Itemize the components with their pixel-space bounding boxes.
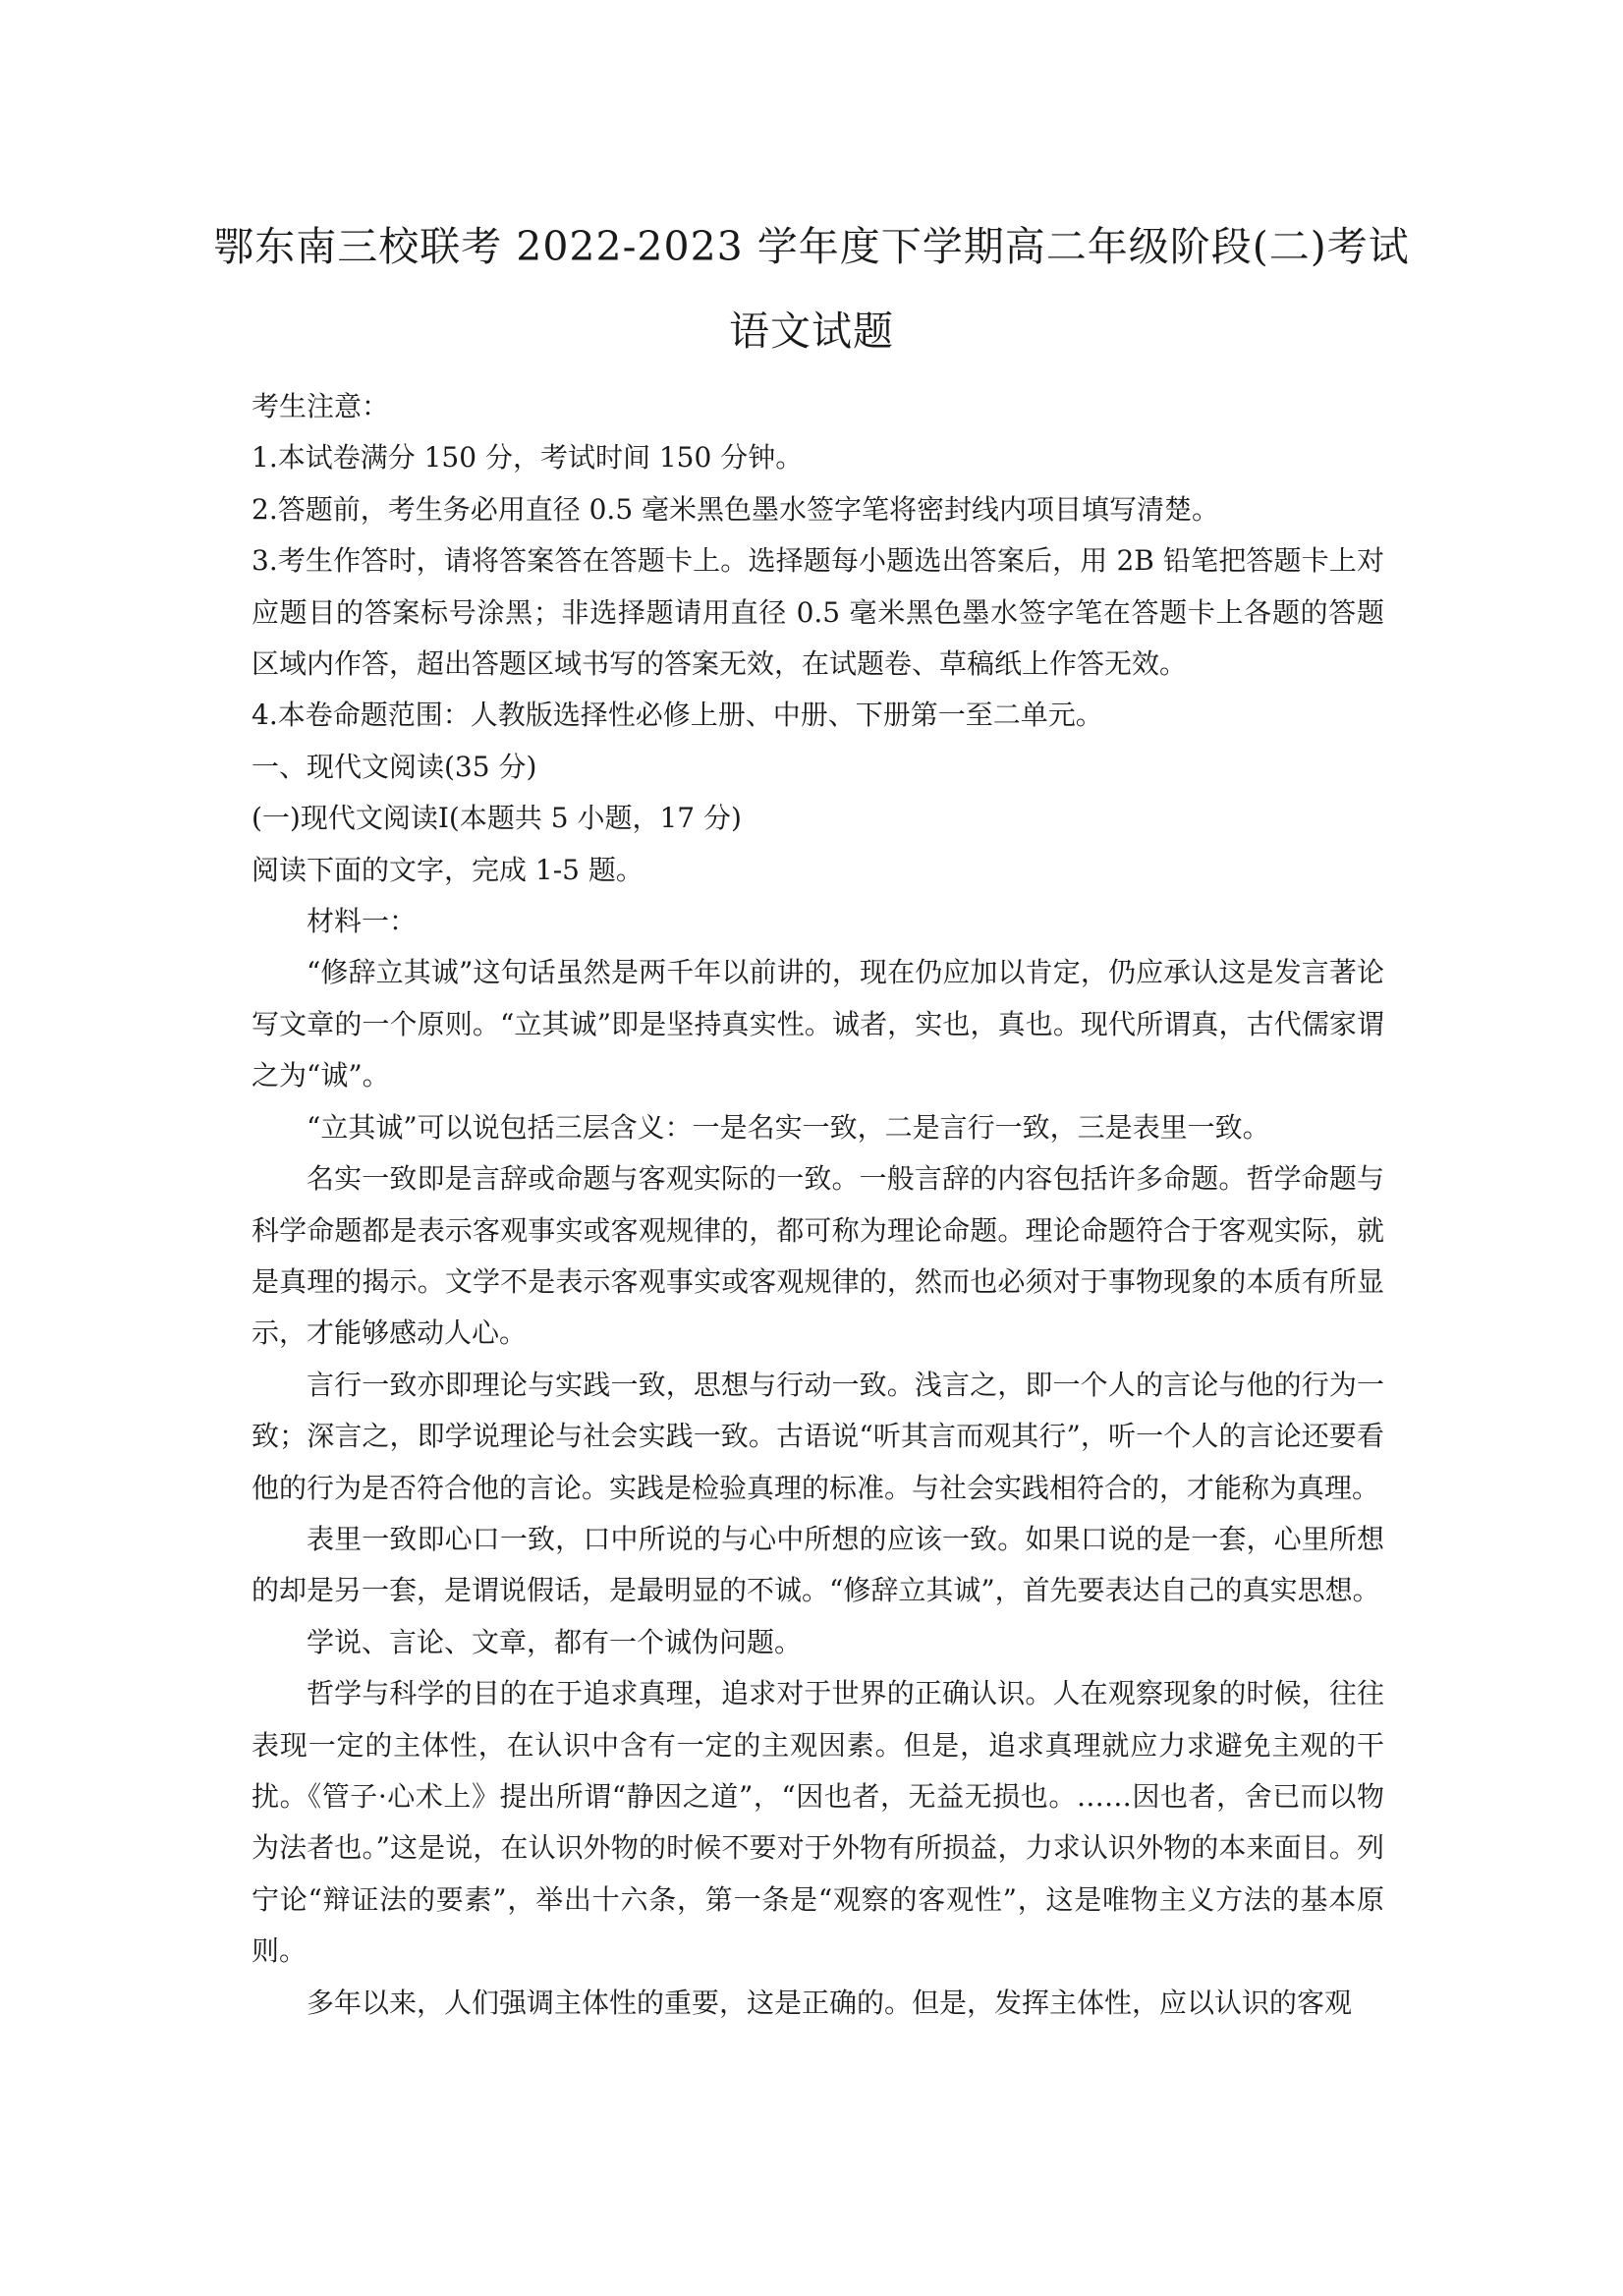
passage-paragraph: 哲学与科学的目的在于追求真理，追求对于世界的正确认识。人在观察现象的时候，往往表现一定的主体性，在认识中含有一定的主观因素。但是，追求真理就应力求避免主观的干扰。《管子·心术上》提出所谓“静因之道”，“因也者，无益无损也。……因也者，舍已而以物为法者也。”这是说，在认识外物的时候不要对于外物有所损益，力求认识外物的本来面目。列宁论“辩证法的要素”，举出十六条，第一条是“观察的客观性”，这是唯物主义方法的基本原则。 [252, 1677, 1384, 1968]
exam-title: 鄂东南三校联考 2022-2023 学年度下学期高二年级阶段(二)考试 [213, 223, 1410, 270]
subsection-heading: (一)现代文阅读Ⅰ(本题共 5 小题，17 分) [252, 802, 742, 835]
material-label: 材料一： [307, 905, 418, 938]
notice-item: 4.本卷命题范围：人教版选择性必修上册、中册、下册第一至二单元。 [252, 699, 1103, 732]
exam-subtitle: 语文试题 [729, 308, 894, 355]
notice-heading: 考生注意： [252, 390, 390, 422]
passage-paragraph: 学说、言论、文章，都有一个诚伪问题。 [307, 1625, 803, 1658]
passage-paragraph: 言行一致亦即理论与实践一致，思想与行动一致。浅言之，即一个人的言论与他的行为一致；深言之，即学说理论与社会实践一致。古语说“听其言而观其行”，听一个人的言论还要看他的行为是否符合他的言论。实践是检验真理的标准。与社会实践相符合的，才能称为真理。 [252, 1368, 1384, 1504]
passage-paragraph: “立其诚”可以说包括三层含义：一是名实一致，二是言行一致，三是表里一致。 [307, 1110, 1270, 1144]
passage-paragraph: “修辞立其诚”这句话虽然是两千年以前讲的，现在仍应加以肯定，仍应承认这是发言著论写文章的一个原则。“立其诚”即是坚持真实性。诚者，实也，真也。现代所谓真，古代儒家谓之为“诚”。 [252, 956, 1384, 1092]
exam-content [252, 381, 1384, 2029]
passage-paragraph: 表里一致即心口一致，口中所说的与心中所想的应该一致。如果口说的是一套，心里所想的却是另一套，是谓说假话，是最明显的不诚。“修辞立其诚”，首先要表达自己的真实思想。 [252, 1522, 1384, 1607]
section-heading: 一、现代文阅读(35 分) [252, 750, 537, 783]
notice-item: 3.考生作答时，请将答案答在答题卡上。选择题每小题选出答案后，用 2B 铅笔把答题卡上对应题目的答案标号涂黑；非选择题请用直径 0.5 毫米黑色墨水签字笔在答题卡上各题的答题区域内作答，超出答题区域书写的答案无效，在试题卷、草稿纸上作答无效。 [252, 544, 1384, 681]
reading-instruction: 阅读下面的文字，完成 1-5 题。 [252, 853, 644, 886]
notice-item: 1.本试卷满分 150 分，考试时间 150 分钟。 [252, 441, 804, 475]
passage-paragraph: 多年以来，人们强调主体性的重要，这是正确的。但是，发挥主体性，应以认识的客观 [307, 1986, 1353, 2019]
passage-paragraph: 名实一致即是言辞或命题与客观实际的一致。一般言辞的内容包括许多命题。哲学命题与科学命题都是表示客观事实或客观规律的，都可称为理论命题。理论命题符合于客观实际，就是真理的揭示。文学不是表示客观事实或客观规律的，然而也必须对于事物现象的本质有所显示，才能够感动人心。 [252, 1162, 1384, 1350]
notice-item: 2.答题前，考生务必用直径 0.5 毫米黑色墨水签字笔将密封线内项目填写清楚。 [252, 492, 1220, 526]
